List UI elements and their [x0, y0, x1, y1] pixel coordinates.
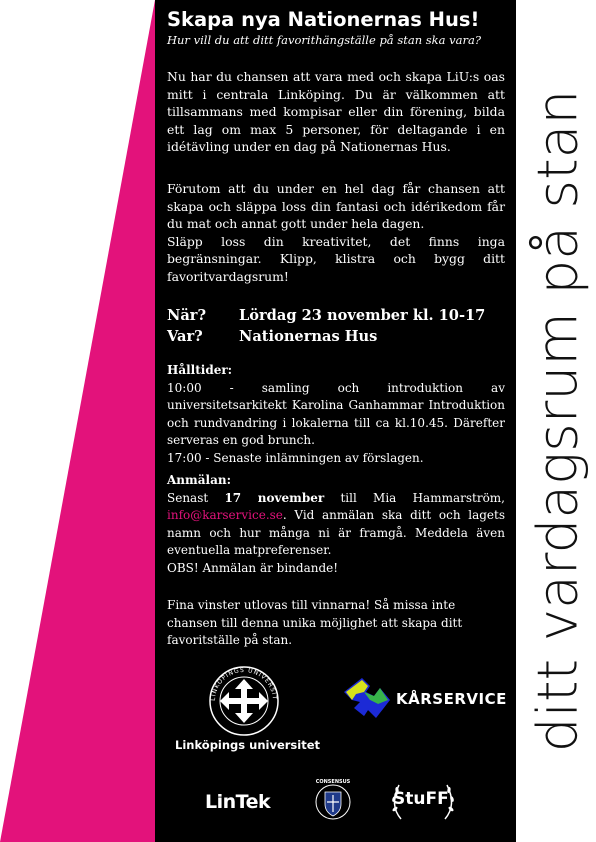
paragraph-2: Förutom att du under en hel dag får chansen att skapa och släppa loss din fantasi och idérikedom får du mat och annat gott under hela dagen.: [167, 181, 505, 232]
signup-note: OBS! Anmälan är bindande!: [167, 560, 339, 575]
email-link[interactable]: info@karservice.se: [167, 508, 283, 523]
intro-paragraph: Nu har du chansen att vara med och skapa LiU:s oas mitt i centrala Linköping. Du är välkommen att tillsammans med kompisar eller din förening, bilda ett lag om max 5 personer, för deltagande i en idétävling under en dag på Nationernas Hus.: [167, 69, 505, 155]
signup-rest: . Vid anmälan ska ditt och lagets namn och hur många ni är framgå. Meddela även eventuella matpreferenser.: [167, 508, 505, 558]
event-info: [167, 305, 485, 347]
liu-logo: [175, 665, 321, 765]
signup-text: [167, 490, 505, 560]
food-paragraph: [167, 180, 505, 286]
schedule-heading: Hålltider:: [167, 363, 233, 377]
signup-deadline: 17 november: [224, 490, 325, 505]
svg-text:LINKÖPINGS UNIVERSITET: LINKÖPINGS UNIVERSIT: [209, 666, 279, 702]
where-value: Nationernas Hus: [239, 328, 378, 345]
signup-heading: Anmälan:: [167, 473, 231, 487]
karservice-logo: [340, 670, 510, 730]
lintek-logo: LinTek: [205, 791, 271, 813]
karservice-word: KÅRSERVICE: [396, 690, 507, 708]
consensus-shield-icon: [312, 777, 354, 821]
poster-title: Skapa nya Nationernas Hus!: [167, 8, 480, 31]
stuff-logo: [387, 779, 459, 823]
consensus-logo: [312, 777, 354, 821]
poster-panel: [155, 0, 516, 842]
when-value: Lördag 23 november kl. 10-17: [239, 307, 486, 324]
signup-to: till Mia Hammarström,: [324, 490, 505, 505]
schedule-line-2: 17:00 - Senaste inlämningen av förslagen.: [167, 450, 424, 465]
signup-section: [167, 472, 505, 578]
where-label: Var?: [167, 328, 203, 345]
poster-subtitle: Hur vill du att ditt favorithängställe på stan ska vara?: [167, 33, 482, 47]
liu-seal-icon: [175, 665, 313, 737]
liu-name: Linköpings universitet: [175, 738, 321, 752]
outro-paragraph: Fina vinster utlovas till vinnarna! Så missa inte chansen till denna unika möjlighet att skapa ditt favoritställe på stan.: [167, 598, 463, 648]
when-label: När?: [167, 307, 207, 324]
stuff-word: StuFF: [393, 789, 449, 809]
svg-text:CONSENSUS: CONSENSUS: [315, 779, 351, 785]
karservice-puzzle-icon: [340, 670, 396, 726]
paragraph-3: Släpp loss din kreativitet, det finns inga begränsningar. Klipp, klistra och bygg ditt favoritvardagsrum!: [167, 233, 505, 284]
schedule-section: [167, 362, 505, 468]
vertical-slogan: ditt vardagsrum på stan: [525, 89, 590, 753]
signup-prefix: Senast: [167, 490, 225, 505]
schedule-line-1: 10:00 - samling och introduktion av universitetsarkitekt Karolina Ganhammar Introduktion och rundvandring i lokalerna till ca kl.10.45. Därefter serveras en god brunch.: [167, 380, 505, 448]
